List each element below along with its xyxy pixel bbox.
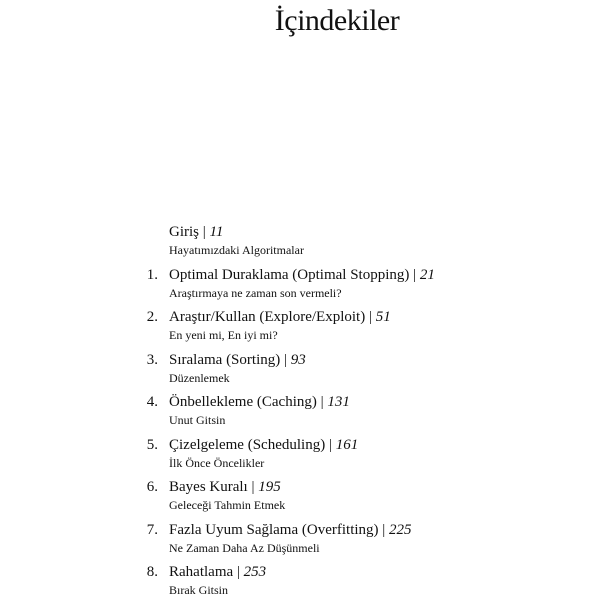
entry-subtitle: Unut Gitsin xyxy=(169,413,226,427)
toc-entry-1 xyxy=(0,267,600,310)
entry-subtitle: Geleceği Tahmin Etmek xyxy=(169,498,286,512)
entry-title: Giriş xyxy=(169,224,199,240)
entry-page-number: 195 xyxy=(258,479,281,495)
entry-page-number: 131 xyxy=(327,394,350,410)
entry-number: 2. xyxy=(146,309,158,325)
toc-entry-5 xyxy=(0,437,600,480)
entry-title-line xyxy=(169,394,350,411)
entry-title-line xyxy=(169,309,391,326)
toc-entry-2 xyxy=(0,309,600,352)
entry-subtitle: Düzenlemek xyxy=(169,370,230,385)
entry-page-number: 161 xyxy=(335,436,359,453)
entry-number: 7. xyxy=(146,521,158,538)
table-of-contents xyxy=(0,224,600,607)
entry-separator: | xyxy=(199,224,210,240)
entry-subtitle: Bırak Gitsin xyxy=(169,583,228,597)
entry-page-number: 11 xyxy=(209,224,224,240)
entry-subtitle: En yeni mi, En iyi mi? xyxy=(169,328,278,342)
entry-subtitle: İlk Önce Öncelikler xyxy=(169,455,265,470)
entry-number: 8. xyxy=(146,564,158,580)
entry-number: 4. xyxy=(146,394,158,410)
entry-title-line xyxy=(169,224,223,241)
entry-title: Optimal Duraklama (Optimal Stopping) xyxy=(169,266,410,283)
toc-entry-7 xyxy=(0,522,600,565)
entry-separator: | xyxy=(365,309,376,325)
entry-separator: | xyxy=(409,266,420,283)
entry-subtitle: Hayatımızdaki Algoritmalar xyxy=(169,243,304,257)
entry-separator: | xyxy=(316,394,328,410)
entry-title: Rahatlama xyxy=(169,564,234,580)
entry-subtitle: Ne Zaman Daha Az Düşünmeli xyxy=(169,540,320,555)
entry-title: Çizelgeleme (Scheduling) xyxy=(169,436,326,453)
entry-title: Sıralama (Sorting) xyxy=(169,351,281,368)
toc-entry-intro xyxy=(0,224,600,267)
toc-entry-8 xyxy=(0,564,600,607)
toc-entry-3 xyxy=(0,352,600,395)
entry-page-number: 93 xyxy=(290,351,306,368)
entry-page-number: 253 xyxy=(243,564,267,580)
entry-separator: | xyxy=(378,521,390,538)
entry-title: Önbellekleme (Caching) xyxy=(169,394,317,410)
entry-title: Fazla Uyum Sağlama (Overfitting) xyxy=(169,521,379,538)
entry-separator: | xyxy=(247,479,259,495)
entry-title-line xyxy=(169,352,306,369)
entry-title-line xyxy=(169,479,281,496)
entry-separator: | xyxy=(233,564,244,580)
entry-title-line xyxy=(169,522,412,539)
toc-entry-6 xyxy=(0,479,600,522)
entry-subtitle: Araştırmaya ne zaman son vermeli? xyxy=(169,285,342,300)
entry-separator: | xyxy=(325,436,336,453)
entry-number: 5. xyxy=(146,436,158,453)
entry-title-line xyxy=(169,267,435,284)
entry-separator: | xyxy=(280,351,291,368)
page-title: İçindekiler xyxy=(274,4,400,37)
entry-page-number: 21 xyxy=(419,266,435,283)
toc-entry-4 xyxy=(0,394,600,437)
entry-page-number: 225 xyxy=(389,521,412,538)
entry-title-line xyxy=(169,564,266,581)
entry-number: 3. xyxy=(146,351,158,368)
entry-number: 1. xyxy=(146,266,158,283)
entry-page-number: 51 xyxy=(375,309,391,325)
entry-number: 6. xyxy=(146,479,158,495)
entry-title: Bayes Kuralı xyxy=(169,479,248,495)
entry-title-line xyxy=(169,437,358,454)
entry-title: Araştır/Kullan (Explore/Exploit) xyxy=(169,309,366,325)
